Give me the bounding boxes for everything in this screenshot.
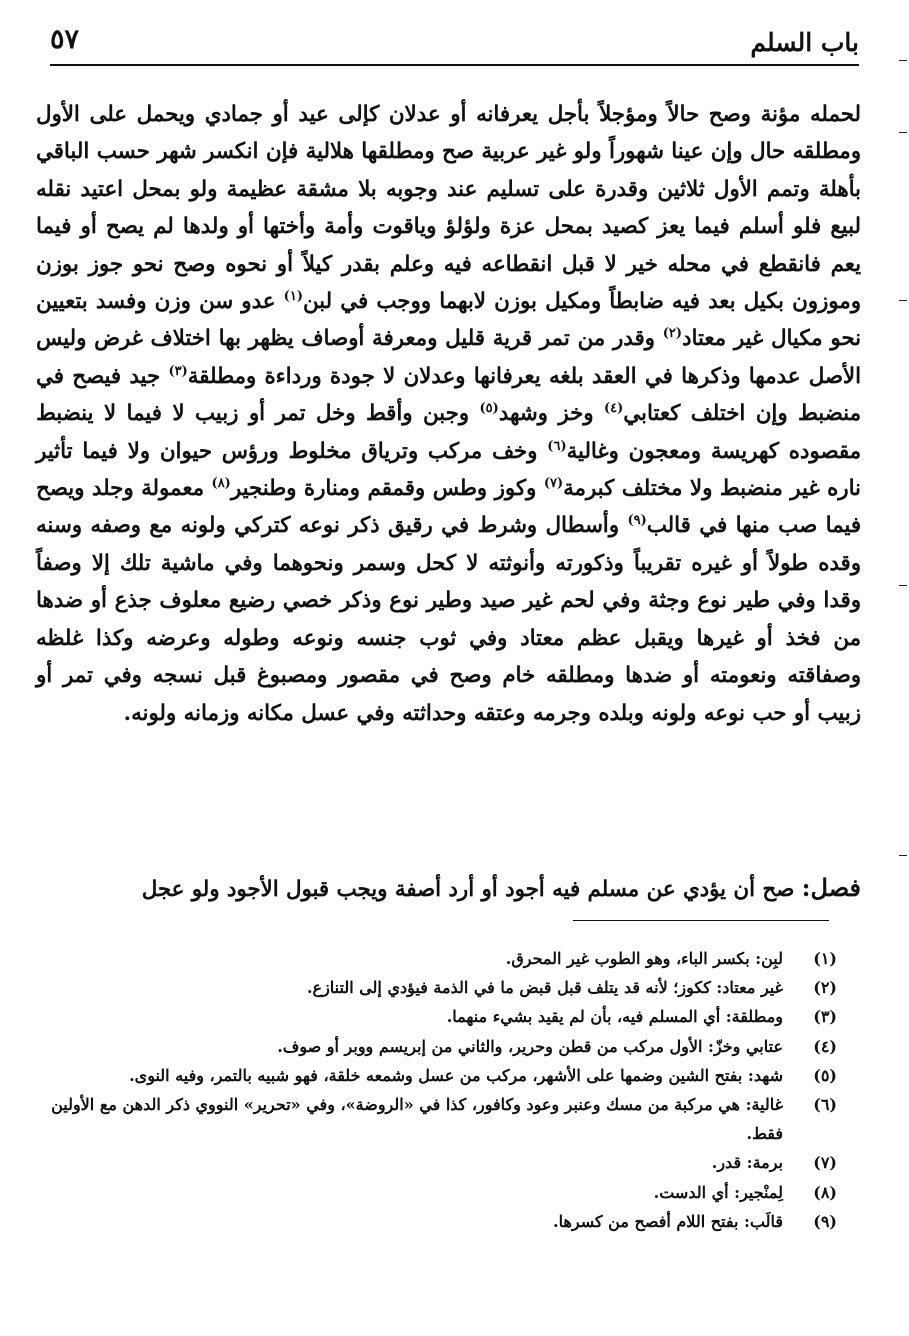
text-segment: وجبن وأقط وخل تمر أو زبيب لا فيما لا ينضبط مقصوده كهريسة ومعجون وغالية: [36, 401, 862, 464]
footnote-ref: (٥): [479, 401, 499, 417]
footnote-text: عتابي وخزّ: الأول مركب من قطن وحرير، والثاني من إبريسم ووبر أو صوف.: [277, 1036, 783, 1056]
footnote-text: غالية: هي مركبة من مسك وعنبر وعود وكافور، كذا في «الروضة»، وفي «تحرير» النووي ذكر الدهن مع الأولين فقط.: [51, 1095, 783, 1144]
scan-edge-mark: [899, 300, 907, 301]
footnote-item: [47, 944, 837, 973]
text-segment: وكوز وطس وقمقم ومنارة وطنجير: [230, 476, 537, 502]
footnote-number: (٧): [813, 1153, 837, 1173]
text-segment: وخف مركب وترياق مخلوط ورؤس حيوان ولا فيما تأثير ناره غير منضبط ولا مختلف كبرمة: [36, 438, 861, 502]
footnote-item: [47, 1090, 837, 1148]
footnote-item: [47, 1032, 837, 1061]
footnote-ref: (٧): [543, 475, 564, 491]
footnote-number: (٦): [813, 1095, 837, 1115]
footnote-number: (٥): [813, 1065, 837, 1085]
scan-edge-mark: [899, 855, 907, 856]
text-segment: جيد فيصح في منضبط وإن اختلف كعتابي: [36, 363, 861, 427]
chapter-title: باب السلم: [750, 28, 859, 57]
scan-edge-mark: [899, 585, 907, 586]
text-segment: وأسطال وشرط في رقيق ذكر نوعه كتركي ولونه مع وصفه وسنه وقده طولاً أو غيره تقريباً وذكورته وأنوثته لا كحل وسمر ونحوهما وفي ماشية تلك إلا وصفاً وقدا وفي طير نوع وجثة وفي لحم غير صيد وطير نوع وذكر خصي رضيع معلوف جذع أو ضدها من فخذ أو غيرها ويقبل عظم معتاد وفي ثوب جنسه ونوعه وطوله وعرضه وكذا غلظه وصفاقته ونعومته أو ضدها ومطلقه خام وصح في مقصور ومصبوغ قبل نسجه وفي تمر أو زبيب أو حب نوعه ولونه وبلده وجرمه وعتقه وحداثته وفي عسل مكانه وزمانه ولونه.: [36, 513, 861, 726]
footnotes: [47, 944, 837, 1236]
footnote-divider: [573, 920, 829, 921]
footnote-item: [47, 973, 837, 1002]
footnote-text: شهد: بفتح الشين وضمها على الأشهر، مركب من عسل وشمعه خلقة، فهو شبيه بالتمر، وفيه النوى.: [129, 1065, 783, 1085]
footnote-number: (٤): [813, 1036, 837, 1056]
text-segment: عدو سن وزن وفسد بتعيين نحو مكيال غير معتاد: [36, 289, 861, 352]
main-text: [36, 96, 861, 732]
footnote-ref: (٩): [627, 513, 647, 529]
scan-edge-mark: [899, 132, 907, 133]
footnote-text: برمة: قدر.: [711, 1153, 783, 1173]
scan-edge-mark: [899, 60, 907, 61]
text-segment: لحمله مؤنة وصح حالاً ومؤجلاً بأجل يعرفانه أو عدلان كإلى عيد أو جمادي ويحمل على الأول ومطلقه حال وإن عينا شهوراً ولو غير عربية صح ومطلقها هلالية فإن انكسر شهر حسب الباقي بأهلة وتمم الأول ثلاثين وقدرة على تسليم عند وجوبه بلا مشقة عظيمة ولو بمحل اعتيد نقله لبيع فلو أسلم فيما يعز كصيد بمحل عزة ولؤلؤ وياقوت وأمة وأختها أو ولدها لم يصح أو فيما يعم فانقطع في محله خير لا قبل انقطاعه فيه وعلم بقدر كيلاً أو نحوه وصح نحو جوز بوزن وموزون بكيل بعد فيه ضابطاً ومكيل بوزن لابهما ووجب في لبن: [36, 102, 861, 315]
footnote-number: (١): [813, 949, 837, 968]
footnote-text: غير معتاد: ككوز؛ لأنه قد يتلف قبل قبض ما في الذمة فيؤدي إلى التنازع.: [306, 978, 783, 998]
section-fasl: [36, 870, 861, 908]
footnote-text: قالَب: بفتح اللام أفصح من كسرها.: [553, 1211, 783, 1231]
footnote-item: [47, 1148, 837, 1177]
footnote-number: (٢): [813, 978, 837, 998]
footnote-text: ومطلقة: أي المسلم فيه، بأن لم يقيد بشيء منهما.: [446, 1007, 783, 1027]
section-label: فصل:: [801, 873, 861, 902]
footnote-item: [47, 1061, 837, 1090]
text-segment: معمولة وجلد ويصح فيما صب منها في قالب: [36, 476, 862, 539]
footnote-ref: (٨): [211, 475, 231, 491]
text-segment: وقدر من تمر قرية قليل ومعرفة أوصاف يظهر بها اختلاف غرض وليس الأصل عدمها وذكرها في العقد بلغه يعرفانها وعدلان لا جودة ورداءة ومطلقة: [36, 326, 861, 389]
footnote-number: (٣): [813, 1007, 837, 1027]
running-header: [50, 20, 859, 66]
footnote-ref: (٤): [604, 401, 624, 417]
footnote-item: [47, 1002, 837, 1031]
page-number: ٥٧: [50, 24, 80, 55]
section-text: صح أن يؤدي عن مسلم فيه أجود أو أرد أصفة ويجب قبول الأجود ولو عجل: [141, 877, 795, 902]
footnote-ref: (١): [283, 288, 303, 304]
text-segment: وخز وشهد: [498, 401, 594, 427]
footnote-ref: (٢): [662, 326, 682, 342]
footnote-item: [47, 1207, 837, 1236]
footnote-number: (٩): [813, 1211, 837, 1231]
footnote-number: (٨): [813, 1182, 837, 1202]
footnote-ref: (٦): [547, 438, 567, 454]
footnote-ref: (٣): [168, 363, 188, 379]
footnote-text: لِمنْجير: أي الدست.: [653, 1182, 783, 1202]
footnote-item: [47, 1178, 837, 1207]
footnote-text: لبِن: بكسر الباء، وهو الطوب غير المحرق.: [505, 949, 783, 968]
